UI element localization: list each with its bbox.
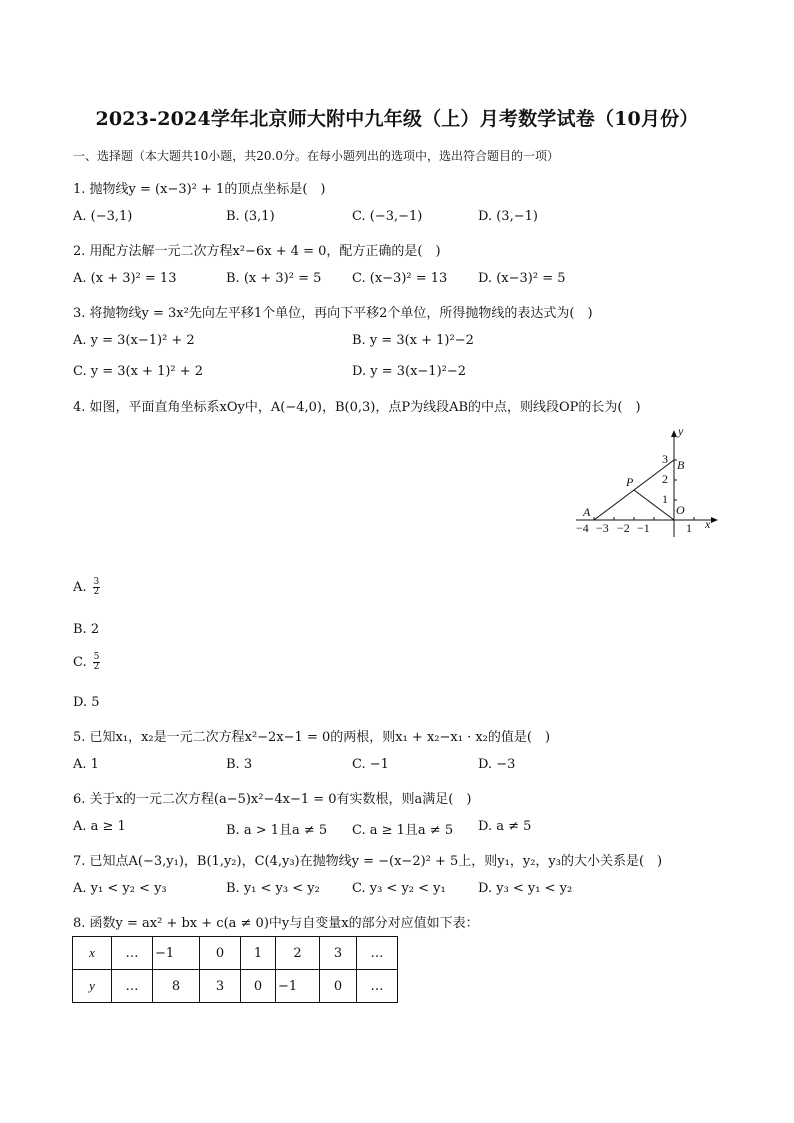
table-cell: 2 <box>276 937 320 970</box>
tick-label: −3 <box>596 521 609 535</box>
coordinate-figure <box>574 425 724 540</box>
table-cell: x <box>73 937 112 970</box>
table-cell: … <box>112 970 153 1003</box>
value-table <box>72 936 398 1003</box>
question-7-option-a[interactable]: A. y₁ < y₂ < y₃ <box>73 881 167 896</box>
question-1-option-a[interactable]: A. (−3,1) <box>73 209 133 224</box>
fraction: $\frac{5}{2}$ <box>93 652 100 672</box>
tick-label: −2 <box>617 521 630 535</box>
table-cell: … <box>357 970 398 1003</box>
question-2-stem: 2. 用配方法解一元二次方程x²−6x + 4 = 0，配方正确的是( ) <box>73 244 441 259</box>
question-4-option-a[interactable] <box>73 578 100 597</box>
question-7-option-b[interactable]: B. y₁ < y₃ < y₂ <box>226 881 320 896</box>
point-p-label: P <box>626 475 634 489</box>
table-cell: 3 <box>200 970 241 1003</box>
question-4-stem: 4. 如图，平面直角坐标系xOy中，A(−4,0)，B(0,3)，点P为线段AB的中点，则线段OP的长为( ) <box>73 400 641 415</box>
question-5-option-d[interactable]: D. −3 <box>478 757 516 772</box>
tick-label: −1 <box>637 521 650 535</box>
fraction: $\frac{3}{2}$ <box>93 577 100 597</box>
tick-label: −4 <box>576 521 589 535</box>
table-cell: −1 <box>276 970 320 1003</box>
question-5-option-a[interactable]: A. 1 <box>73 757 99 772</box>
question-6-option-b[interactable]: B. a > 1且a ≠ 5 <box>226 823 328 838</box>
question-1-option-c[interactable]: C. (−3,−1) <box>352 209 423 224</box>
table-cell: −1 <box>153 937 200 970</box>
question-5-stem: 5. 已知x₁，x₂是一元二次方程x²−2x−1 = 0的两根，则x₁ + x₂−x₁ · x₂的值是( ) <box>73 730 551 745</box>
question-5-option-b[interactable]: B. 3 <box>226 757 253 772</box>
table-cell: 0 <box>241 970 276 1003</box>
question-2-option-c[interactable]: C. (x−3)² = 13 <box>352 271 448 286</box>
point-b-label: B <box>677 458 685 472</box>
question-6-option-a[interactable]: A. a ≥ 1 <box>73 819 126 834</box>
table-cell: … <box>112 937 153 970</box>
question-3-option-b[interactable]: B. y = 3(x + 1)²−2 <box>352 333 474 348</box>
question-4-option-d[interactable]: D. 5 <box>73 695 100 710</box>
question-4-option-c[interactable] <box>73 653 100 672</box>
question-7-stem: 7. 已知点A(−3,y₁)，B(1,y₂)，C(4,y₃)在抛物线y = −(x−2)² + 5上，则y₁，y₂，y₃的大小关系是( ) <box>73 854 663 869</box>
question-6-option-d[interactable]: D. a ≠ 5 <box>478 819 532 834</box>
option-letter: A. <box>73 580 87 595</box>
table-cell: 8 <box>153 970 200 1003</box>
question-1-option-d[interactable]: D. (3,−1) <box>478 209 538 224</box>
table-cell: 1 <box>241 937 276 970</box>
question-3-stem: 3. 将抛物线y = 3x²先向左平移1个单位，再向下平移2个单位，所得抛物线的表达式为( ) <box>73 306 593 321</box>
tick-label: 2 <box>662 472 668 486</box>
origin-label: O <box>676 503 685 517</box>
question-2-option-a[interactable]: A. (x + 3)² = 13 <box>73 271 177 286</box>
table-cell: 0 <box>320 970 357 1003</box>
question-8-stem: 8. 函数y = ax² + bx + c(a ≠ 0)中y与自变量x的部分对应值如下表： <box>73 916 479 931</box>
question-4-option-b[interactable]: B. 2 <box>73 622 100 637</box>
option-letter: C. <box>73 655 87 670</box>
table-cell: 0 <box>200 937 241 970</box>
section-heading: 一、选择题（本大题共10小题，共20.0分。在每小题列出的选项中，选出符合题目的一项） <box>73 149 559 163</box>
question-2-option-b[interactable]: B. (x + 3)² = 5 <box>226 271 322 286</box>
x-axis-label: x <box>705 517 711 531</box>
table-cell: … <box>357 937 398 970</box>
page-title: 2023-2024学年北京师大附中九年级（上）月考数学试卷（10月份） <box>95 108 699 130</box>
question-5-option-c[interactable]: C. −1 <box>352 757 389 772</box>
question-3-option-c[interactable]: C. y = 3(x + 1)² + 2 <box>73 364 204 379</box>
y-axis-arrow-icon <box>671 430 677 437</box>
question-3-option-d[interactable]: D. y = 3(x−1)²−2 <box>352 364 467 379</box>
question-2-option-d[interactable]: D. (x−3)² = 5 <box>478 271 566 286</box>
y-axis-label: y <box>678 425 684 438</box>
question-6-option-c[interactable]: C. a ≥ 1且a ≠ 5 <box>352 823 454 838</box>
question-3-option-a[interactable]: A. y = 3(x−1)² + 2 <box>73 333 195 348</box>
tick-label: 1 <box>662 492 668 506</box>
tick-label: 1 <box>686 521 692 535</box>
table-row-x <box>73 937 398 970</box>
point-a-label: A <box>583 505 591 519</box>
question-6-stem: 6. 关于x的一元二次方程(a−5)x²−4x−1 = 0有实数根，则a满足( ) <box>73 792 472 807</box>
question-1-stem: 1. 抛物线y = (x−3)² + 1的顶点坐标是( ) <box>73 182 326 197</box>
question-7-option-d[interactable]: D. y₃ < y₁ < y₂ <box>478 881 573 896</box>
table-row-y <box>73 970 398 1003</box>
tick-label: 3 <box>662 452 668 466</box>
x-axis-arrow-icon <box>711 517 718 523</box>
segment-op <box>634 490 674 520</box>
question-7-option-c[interactable]: C. y₃ < y₂ < y₁ <box>352 881 446 896</box>
table-cell: y <box>73 970 112 1003</box>
table-cell: 3 <box>320 937 357 970</box>
question-1-option-b[interactable]: B. (3,1) <box>226 209 275 224</box>
